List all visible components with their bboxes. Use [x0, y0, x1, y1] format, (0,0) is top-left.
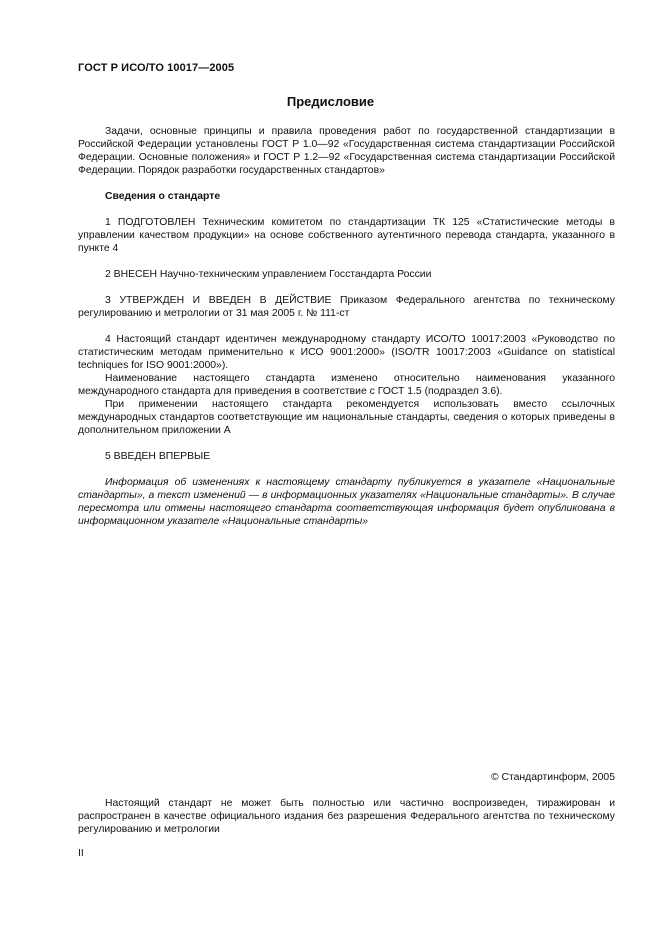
item-4-references-paragraph: При применении настоящего стандарта рекомендуется использовать вместо ссылочных международных стандартов соответствующие им национальные стандарты, сведения о которых приведены в дополнительном приложении А — [78, 399, 615, 436]
document-code-header: ГОСТ Р ИСО/ТО 10017—2005 — [78, 62, 235, 74]
item-2-paragraph: 2 ВНЕСЕН Научно-техническим управлением Госстандарта России — [105, 269, 432, 280]
page-title: Предисловие — [286, 94, 375, 109]
item-3-paragraph: 3 УТВЕРЖДЕН И ВВЕДЕН В ДЕЙСТВИЕ Приказом Федерального агентства по техническому регулированию и метрологии от 31 мая 2005 г. № 111-ст — [78, 295, 615, 319]
intro-paragraph: Задачи, основные принципы и правила проведения работ по государственной стандартизации в Российской Федерации установлены ГОСТ Р 1.0—92 «Государственная система стандартизации Российской Федерации. Основные положения» и ГОСТ Р 1.2—92 «Государственная система стандартизации Российской Федерации. Порядок разработки государственных стандартов» — [78, 126, 615, 176]
item-4-name-change-paragraph: Наименование настоящего стандарта изменено относительно наименования указанного международного стандарта для приведения в соответствие с ГОСТ 1.5 (подраздел 3.6). — [78, 373, 615, 397]
foreword-body — [78, 125, 615, 528]
standard-info-heading: Сведения о стандарте — [105, 191, 221, 202]
copyright-notice: © Стандартинформ, 2005 — [490, 772, 615, 783]
item-1-paragraph: 1 ПОДГОТОВЛЕН Техническим комитетом по стандартизации ТК 125 «Статистические методы в управлении качеством продукции» на основе собственного аутентичного перевода стандарта, указанного в пункте 4 — [78, 217, 615, 254]
page-number: II — [78, 848, 84, 859]
reproduction-notice — [78, 797, 615, 836]
changes-notice-paragraph: Информация об изменениях к настоящему стандарту публикуется в указателе «Национальные стандарты», а текст изменений — в информационных указателях «Национальные стандарты». В случае пересмотра или отмены настоящего стандарта соответствующая информация будет опубликована в информационном указателе «Национальные стандарты» — [78, 477, 615, 527]
reproduction-notice-text: Настоящий стандарт не может быть полностью или частично воспроизведен, тиражирован и распространен в качестве официального издания без разрешения Федерального агентства по техническому регулированию и метрологии — [78, 798, 615, 835]
item-5-paragraph: 5 ВВЕДЕН ВПЕРВЫЕ — [105, 451, 211, 462]
item-4-paragraph: 4 Настоящий стандарт идентичен международному стандарту ИСО/ТО 10017:2003 «Руководство по статистическим методам применительно к ИСО 9001:2000» (ISO/TR 10017:2003 «Guidance on statistical techniques for ISO 9001:2000»). — [78, 334, 615, 371]
